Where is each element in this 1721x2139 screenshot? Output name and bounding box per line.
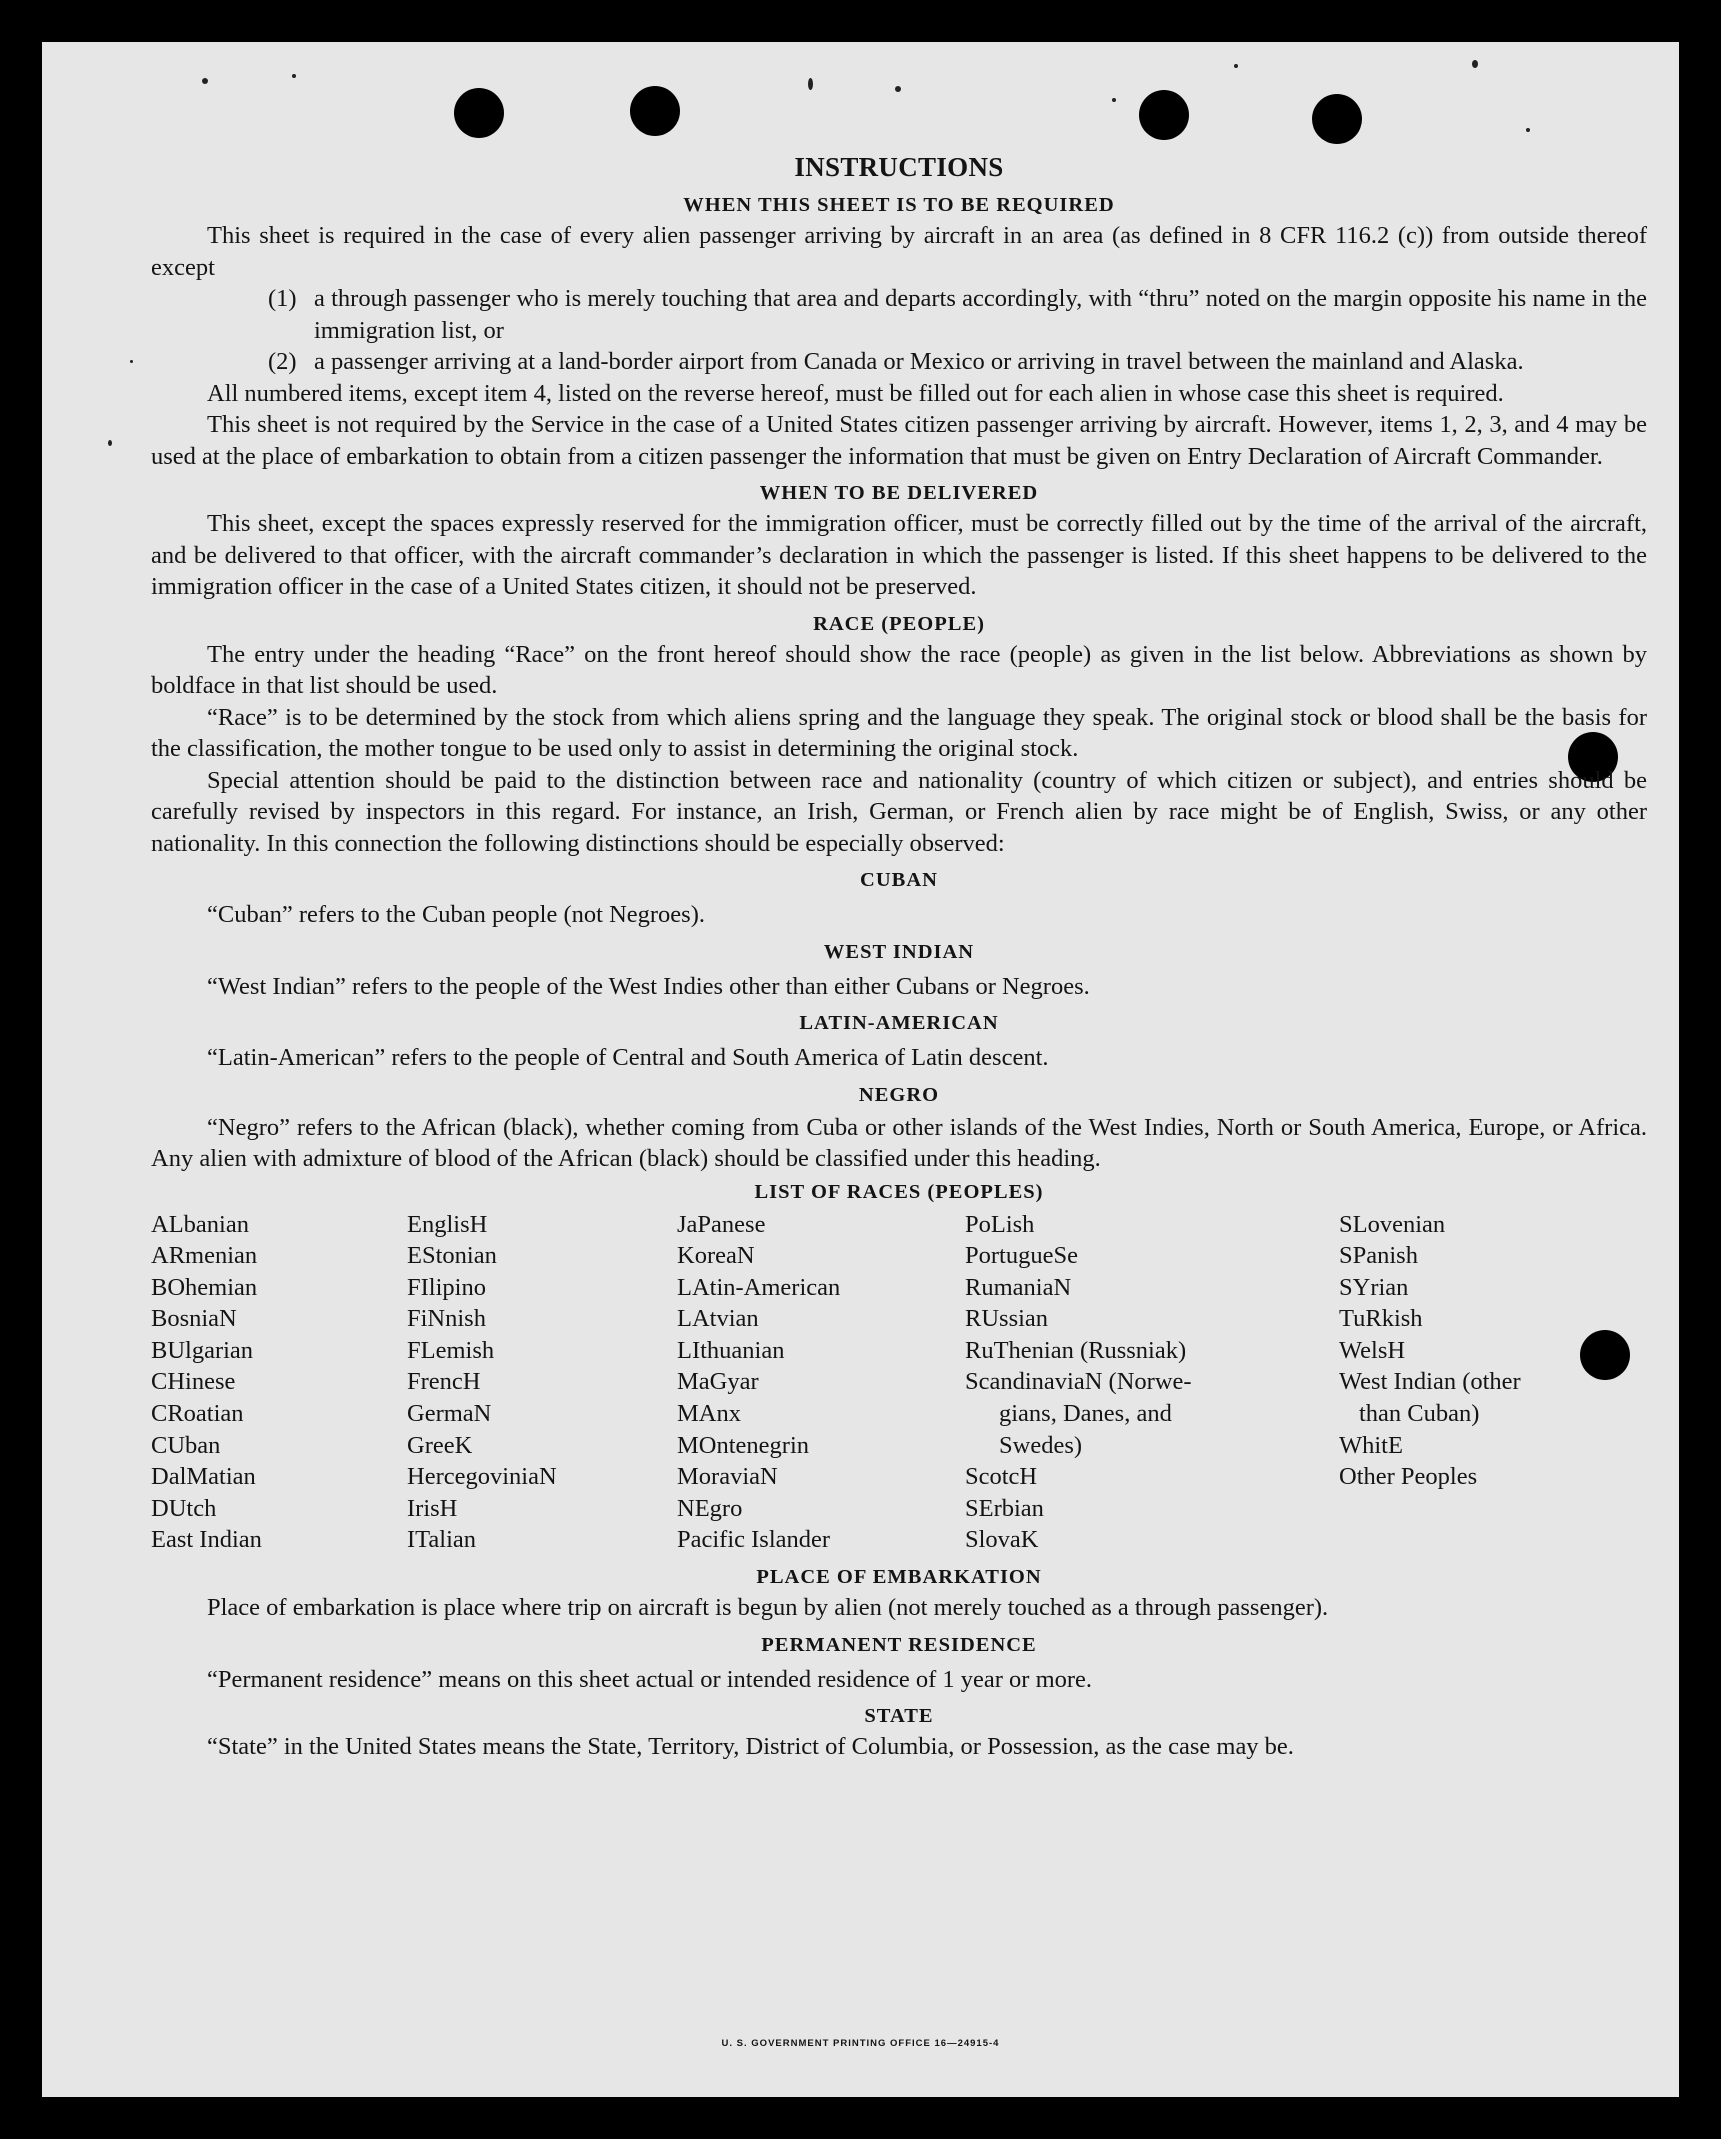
printer-imprint: U. S. GOVERNMENT PRINTING OFFICE 16—24915-4 — [721, 2038, 1000, 2049]
heading-west-indian: WEST INDIAN — [823, 940, 975, 963]
race-entry: ScotcH — [965, 1463, 1038, 1491]
definition: “Permanent residence” means on this sheet actual or intended residence of 1 year or more. — [207, 1665, 1093, 1693]
race-entry: LAtvian — [677, 1305, 759, 1333]
race-entry: CUban — [151, 1431, 221, 1459]
race-entry: TuRkish — [1339, 1305, 1423, 1333]
race-entry: Swedes) — [999, 1431, 1083, 1459]
race-entry: SPanish — [1339, 1242, 1418, 1270]
race-entry: WhitE — [1339, 1431, 1403, 1459]
race-entry: NEgro — [677, 1494, 743, 1522]
item-text: a passenger arriving at a land-border airport from Canada or Mexico or arriving in travel between the mainland and Alaska. — [314, 348, 1524, 375]
race-entry: SErbian — [965, 1494, 1044, 1522]
heading-races-list: LIST OF RACES (PEOPLES) — [754, 1180, 1044, 1203]
heading-race: RACE (PEOPLE) — [813, 612, 985, 635]
race-entry: MOntenegrin — [677, 1431, 809, 1459]
heading-cuban: CUBAN — [860, 869, 938, 891]
speck — [1526, 128, 1530, 132]
races-list — [151, 1209, 1647, 1557]
race-entry: GreeK — [407, 1431, 473, 1459]
race-entry: BUlgarian — [151, 1336, 254, 1364]
race-entry: DalMatian — [151, 1463, 256, 1491]
race-entry: CRoatian — [151, 1400, 244, 1428]
race-entry: IrisH — [407, 1494, 458, 1522]
paragraph: “Race” is to be determined by the stock from which aliens spring and the language they speak. The original stock or blood shall be the basis for the classification, the mother tongue to be used only to assist in determining the original stock. — [151, 703, 1647, 762]
race-entry: BosniaN — [151, 1305, 237, 1333]
race-entry: LAtin-American — [677, 1273, 841, 1301]
document-page — [42, 42, 1679, 2097]
races-column — [407, 1209, 677, 1557]
race-entry: ALbanian — [151, 1210, 249, 1238]
paragraph: All numbered items, except item 4, listed on the reverse hereof, must be filled out for each alien in whose case this sheet is required. — [207, 379, 1504, 407]
races-column — [677, 1209, 965, 1557]
race-entry: ITalian — [407, 1526, 477, 1554]
race-entry: CHinese — [151, 1368, 236, 1396]
item-text: a through passenger who is merely touching that area and departs accordingly, with “thru” noted on the margin opposite his name in the immigration list, or — [314, 285, 1647, 344]
instructions-body — [151, 150, 1647, 1763]
heading-when-delivered: WHEN TO BE DELIVERED — [759, 482, 1039, 504]
race-entry: FiNnish — [407, 1305, 486, 1333]
list-item — [151, 346, 1647, 378]
heading-negro: NEGRO — [858, 1083, 940, 1106]
paragraph: The entry under the heading “Race” on the front hereof should show the race (people) as given in the list below. Abbreviations as shown by boldface in that list should be used. — [151, 640, 1647, 699]
heading-permanent-residence: PERMANENT RESIDENCE — [761, 1633, 1037, 1656]
race-entry: MaGyar — [677, 1368, 759, 1396]
race-entry: JaPanese — [677, 1210, 766, 1238]
race-entry: GermaN — [407, 1400, 492, 1428]
races-column — [1339, 1209, 1639, 1557]
race-entry: ARmenian — [151, 1242, 258, 1270]
speck — [202, 78, 208, 84]
item-number: (1) — [268, 285, 297, 312]
race-entry: West Indian (other — [1339, 1368, 1521, 1396]
race-entry: WelsH — [1339, 1336, 1406, 1364]
race-entry: MAnx — [677, 1400, 741, 1428]
race-entry: Pacific Islander — [677, 1526, 831, 1554]
definition: “Negro” refers to the African (black), whether coming from Cuba or other islands of the West Indies, North or South America, Europe, or Africa. Any alien with admixture of blood of the African (black) should be classified under this heading. — [151, 1113, 1647, 1172]
speck — [130, 360, 133, 363]
race-entry: LIthuanian — [677, 1336, 785, 1364]
race-entry: KoreaN — [677, 1242, 755, 1270]
races-column — [151, 1209, 407, 1557]
speck — [1234, 64, 1238, 68]
punch-hole — [454, 88, 504, 138]
race-entry: PoLish — [965, 1210, 1035, 1238]
speck — [808, 78, 813, 90]
race-entry: PortugueSe — [965, 1242, 1078, 1270]
paragraph: Special attention should be paid to the distinction between race and nationality (country of which citizen or subject), and entries should be carefully revised by inspectors in this regard. For instance, an Irish, German, or French alien by race might be of English, Swiss, or any other nationality. In this connection the following distinctions should be especially observed: — [151, 766, 1647, 857]
race-entry: EnglisH — [407, 1210, 488, 1238]
paragraph: This sheet is not required by the Service in the case of a United States citizen passenger arriving by aircraft. However, items 1, 2, 3, and 4 may be used at the place of embarkation to obtain from a citizen passenger the information that must be given on Entry Declaration of Aircraft Commander. — [151, 411, 1647, 470]
race-entry: RUssian — [965, 1305, 1049, 1333]
punch-hole — [630, 86, 680, 136]
race-entry: BOhemian — [151, 1273, 258, 1301]
paragraph: “State” in the United States means the State, Territory, District of Columbia, or Possession, as the case may be. — [207, 1733, 1294, 1761]
page-title: INSTRUCTIONS — [794, 152, 1004, 182]
heading-state: STATE — [864, 1705, 934, 1728]
race-entry: Other Peoples — [1339, 1463, 1478, 1491]
paragraph: Place of embarkation is place where trip on aircraft is begun by alien (not merely touched as a through passenger). — [207, 1594, 1329, 1622]
item-number: (2) — [268, 348, 297, 375]
race-entry: RuThenian (Russniak) — [965, 1336, 1187, 1364]
race-entry: than Cuban) — [1359, 1400, 1480, 1428]
paragraph: This sheet, except the spaces expressly reserved for the immigration officer, must be correctly filled out by the time of the arrival of the aircraft, and be delivered to that officer, with the aircraft commander’s declaration in which the passenger is listed. If this sheet happens to be delivered to the immigration officer in the case of a United States citizen, it should not be preserved. — [151, 510, 1647, 600]
punch-hole — [1312, 94, 1362, 144]
paragraph: This sheet is required in the case of every alien passenger arriving by aircraft in an area (as defined in 8 CFR 116.2 (c)) from outside thereof except — [151, 222, 1647, 281]
race-entry: SlovaK — [965, 1526, 1039, 1554]
race-entry: East Indian — [151, 1526, 262, 1554]
definition: “West Indian” refers to the people of the West Indies other than either Cubans or Negroes. — [207, 972, 1090, 1000]
race-entry: RumaniaN — [965, 1273, 1072, 1301]
race-entry: FrencH — [407, 1368, 481, 1396]
races-column — [965, 1209, 1339, 1557]
race-entry: HercegoviniaN — [407, 1463, 557, 1491]
list-item — [151, 283, 1647, 346]
race-entry: gians, Danes, and — [999, 1400, 1172, 1428]
speck — [108, 440, 112, 446]
speck — [292, 74, 296, 78]
speck — [895, 86, 901, 92]
race-entry: SYrian — [1339, 1273, 1409, 1301]
race-entry: SLovenian — [1339, 1210, 1446, 1238]
heading-place-of-embarkation: PLACE OF EMBARKATION — [756, 1566, 1042, 1589]
punch-hole — [1139, 90, 1189, 140]
race-entry: FIlipino — [407, 1273, 486, 1301]
race-entry: ScandinaviaN (Norwe- — [965, 1368, 1192, 1396]
heading-latin-american: LATIN-AMERICAN — [799, 1012, 999, 1034]
definition: “Latin-American” refers to the people of Central and South America of Latin descent. — [207, 1044, 1049, 1071]
definition: “Cuban” refers to the Cuban people (not Negroes). — [207, 901, 705, 928]
heading-when-required: WHEN THIS SHEET IS TO BE REQUIRED — [683, 194, 1115, 216]
speck — [1112, 98, 1116, 102]
race-entry: MoraviaN — [677, 1463, 778, 1491]
speck — [1472, 60, 1478, 68]
race-entry: DUtch — [151, 1494, 217, 1522]
race-entry: FLemish — [407, 1336, 495, 1364]
race-entry: EStonian — [407, 1242, 497, 1270]
